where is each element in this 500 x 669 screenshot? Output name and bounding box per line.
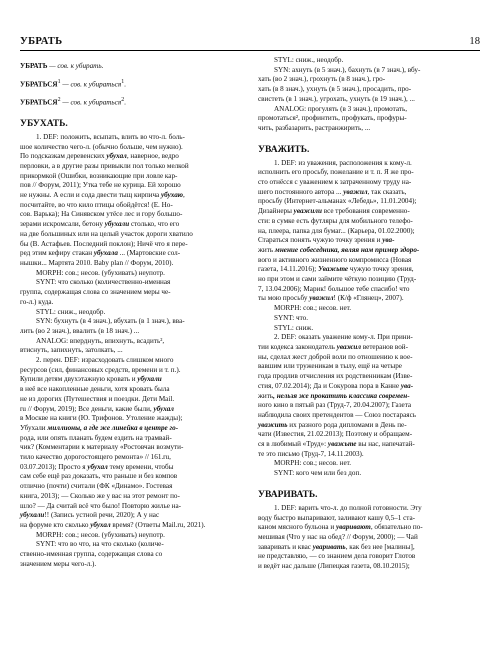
text-run: жить [258,391,274,400]
text-run: ны, сделал жест доброй воли по отношению к вое- [258,352,413,361]
text-run: но при этом и сами займите чёткую позицию (Труд- [258,275,417,284]
syn-line-cont: хать (во 2 знач.), грохнуть (в 8 знач.), гро- [258,75,386,84]
text-run: вого и активного жизненного компромисса (Новая [258,255,412,264]
text-line [258,562,480,572]
text-line [20,143,241,153]
synt-line-cont: значением меры чего-л.). [20,559,97,568]
text-run: их разного рода дипломами в День пе- [287,420,407,429]
text-run: на форуме кто сколько [20,520,91,529]
text-run: , так сказать, [367,187,407,196]
text-line [258,353,480,363]
text-run: все требования современно- [321,207,410,216]
text-line [20,453,241,463]
text-line [20,511,241,521]
text-line [20,414,241,424]
text-line [20,405,241,415]
sense-1-uvazhit [258,159,480,305]
text-run: вы нас, напечатай- [356,440,415,449]
xref-ubratsya-1: УБРАТЬСЯ$^1$ — сов. к убираться$^1$. [20,78,126,89]
headword-usage: уважил [309,294,334,303]
text-line [258,159,480,169]
text-run: заваривать и квас [258,542,313,551]
text-run: и ведёт нас дальше (Липецкая газета, 08.10.2015); [258,562,410,571]
text-run: 1. DEF: положить, всыпать, влить во что-л. боль- [36,132,185,141]
text-run: наблюдила своих претендентов — Союз постараясь [258,410,417,419]
text-line [20,472,241,482]
sense-2-uvazhit [258,333,480,459]
analog-line: ANALOG: прогулять (в 3 знач.), промотать, [274,104,407,113]
xref-ubratsya-2: УБРАТЬСЯ$^2$ — сов. к убираться$^2$. [20,96,126,107]
text-run: столько, что его [129,220,180,229]
text-line [20,249,241,259]
text-run: перловки, а в другие разы привыкли пол только мелкой [20,161,189,170]
text-line [20,181,241,191]
text-line [20,502,241,512]
text-run: 2. перен. DEF: израсходовать слишком много [36,356,174,365]
entry-title-ubukhat: УБУХАТЬ. [20,118,68,129]
text-line [258,294,480,304]
syn-line: SYN: ахнуть (в 5 знач.), бахнуть (в 7 знач.), вбу- [274,65,421,74]
text-line [258,333,480,343]
text-run: Стараться понять чужую точку зрения и [258,236,383,245]
synt-line-cont: ственно-именная группа, содержащая слова со [20,550,163,559]
text-run: сти: в сумке есть футляры для мобильного телефо- [258,216,413,225]
text-line [20,172,241,182]
text-run: чужую точку зрения, [348,265,414,274]
sense-1-uvarivat [258,504,480,572]
text-line [20,424,241,434]
text-run: не представляю, — со знанием дела говорит Глотов [258,552,416,561]
syn-line-cont: лить (во 2 знач.), ввалить (в 18 знач.) ... [20,326,140,335]
text-run: 7, 13.04.2006); Марик! большое тебе спасибо! что [258,284,410,293]
text-run: 1. DEF: из уважения, расположения к кому-л. [274,158,412,167]
text-run: отлично (почти) считали (ФК «Динамо». Гостевая [20,482,173,491]
text-run: 03.07.2013); Просто я [20,462,88,471]
text-line [258,514,480,524]
headword-usage: уважил [343,187,368,196]
text-line [20,240,241,250]
text-run: ресурсов (сил, финансовых средств, времени и т. п.). [20,365,181,374]
text-run: , [183,191,185,200]
text-run: ... (Мартовские сол- [117,249,181,258]
morph-line: MORPH: сов.; несов. (убухивать) неупотр. [36,268,165,277]
text-run: прикормкой (Ошибки, возникающие при ловле кар- [20,171,178,180]
text-run: сам себе ещё раз доказать, что раньше и без компов [20,472,178,481]
text-line [258,533,480,543]
synt-line-cont: го-л.) куда. [20,297,54,306]
text-line [258,382,480,392]
text-line [258,236,480,246]
text-run: время? (Ответы Mail.ru, 2021). [110,520,206,529]
left-column [20,56,241,570]
analog-line-cont: промотаться², профинтить, профукать, профуры- [258,114,407,123]
text-run: рода, или опять планать будем ездить на трамвай- [20,433,172,442]
text-run: тило качество дорогостоящего ремонта» // 161.ru, [20,453,171,462]
page-header [20,36,480,54]
headword-usage: ува- [382,236,395,245]
text-run: исполнить его просьбу, пожелание и т. п. Я же про- [258,168,414,177]
page-number: 18 [469,36,480,47]
text-line [258,543,480,553]
text-run: каном мясного бульона и [258,523,336,532]
text-run: 1. DEF: варить что-л. до полной готовности. Эту [274,503,422,512]
text-line [20,366,241,376]
text-run: просьбу (Интернет-альманах «Лебедь», 11.01.2004); [258,197,417,206]
text-run: на две большиных или на целый участок дороги хватило [20,229,193,238]
text-line [20,492,241,502]
text-line [258,450,480,460]
text-line [20,162,241,172]
text-run: ного кино в пятый раз (Труд-7, 20.04.2007); Газета [258,401,412,410]
text-line [258,265,480,275]
headword-usage: мнение собеседника, являя нам пример здоро- [273,245,420,254]
text-run: Купили детям двухэтажную кровать и [20,375,138,384]
text-line [20,133,241,143]
text-line [258,440,480,450]
text-line [258,401,480,411]
text-line [20,375,241,385]
text-run: жить [258,245,274,254]
text-line [258,392,480,402]
text-line [20,356,241,366]
synt-line: SYNT: что сколько (количественно-именная [36,278,171,287]
text-line [20,395,241,405]
text-run: зерами искромсали, бетону [20,220,105,229]
headword-usage: убухали [137,375,162,384]
text-run: посчитайте, во что кило птицы обойдётся! (Е. Но- [20,200,173,209]
morph-line: MORPH: сов.; несов. (убухивать) неупотр. [36,530,165,539]
headword-usage: , нельзя же прокатить классика современ- [273,391,410,400]
text-line [258,275,480,285]
text-line [258,372,480,382]
text-run: мешивая (Что у нас на обед? // Форум, 2000); — Чай [258,532,418,541]
syn-line-cont: хать (в 8 знач.), ухнуть (в 5 знач.), просадить, про- [258,85,412,94]
synt-line: SYNT: кого чем или без доп. [274,469,362,478]
text-line [20,434,241,444]
text-run: 2. DEF: оказать уважение кому-л. При прини- [274,333,413,342]
text-line [258,188,480,198]
text-line [20,152,241,162]
text-run: в неё все накопленные деньги, хотя кровать была [20,385,170,394]
text-run: ru // Форум, 2019); Все деньги, какие были, [20,404,154,413]
text-line [258,285,480,295]
headword-usage: убухали [20,511,45,520]
text-line [20,259,241,269]
headword-usage: уважил [336,342,362,351]
text-run: года продлив отчисления их родственникам (Изве- [258,372,413,381]
text-run: пов // Форум, 2011); Утка тебе не курица. Ей хорошо [20,181,181,190]
text-line [20,482,241,492]
headword-usage: уважить [258,420,288,429]
text-line [20,201,241,211]
text-run: По подсказкам деревенских [20,152,107,161]
text-line [258,246,480,256]
text-run: !! (Запись устной речи, 2020); А у нас [44,511,160,520]
text-line [258,343,480,353]
text-run: бы (В. Астафьев. Последний поклон); Ничё что я пере- [20,239,188,248]
styl-line: STYL: сниж., неодобр. [36,307,106,316]
text-line [258,430,480,440]
headword-usage: ува- [400,381,414,390]
text-line [20,443,241,453]
text-line [258,197,480,207]
text-run: , как без нее [малины], [345,542,415,551]
text-run: сто отнёсся с уважением к затраченному труду на- [258,178,412,187]
header-rule [20,50,480,51]
text-line [20,191,241,201]
text-line [258,411,480,421]
text-line [258,217,480,227]
text-run: газета, 14.11.2016); [258,265,319,274]
text-run: стия, 07.02.2014); Да и Сокурова пора в Канне [258,381,401,390]
headword-usage: уваривать [312,542,346,551]
text-run: , наверное, ведро [126,152,179,161]
headword-usage: миллионы, а где же линейка в центре го- [45,423,179,432]
text-run: не из дорогих (Путешествия и поездки. Дети Mail. [20,394,175,403]
morph-line: MORPH: сов.; несов. нет. [274,459,352,468]
text-line [258,227,480,237]
synt-line: SYNT: что. [274,313,309,322]
text-line [20,385,241,395]
running-head: УБРАТЬ [20,36,63,47]
headword-usage: убухала [93,249,118,258]
text-run: не нужны. А если и сода двести тыщ кирпича [20,191,162,200]
syn-line: SYN: бухнуть (в 4 знач.), вбухать (в 1 знач.), вва- [36,317,185,326]
text-run: ветеранов вой- [361,342,408,351]
headword-usage: уважили [293,207,322,216]
entry-title-uvazhit: УВАЖИТЬ. [258,144,310,155]
text-line [20,220,241,230]
headword-usage: убухал [87,462,108,471]
text-line [258,523,480,533]
text-line [20,230,241,240]
text-run: тему времени, чтобы [107,462,174,471]
text-run: шло? — Да считай всё что было! Повторю жилье на- [20,501,182,510]
headword-usage: убухали [104,220,130,229]
text-run: чати (Известия, 21.02.2013); Поэтому и обращаем- [258,430,413,439]
morph-line: MORPH: сов.; несов. нет. [274,304,352,313]
sense-1-ubukhat [20,133,241,269]
text-run: воду быстро выпаривают, заливают кашу 0,5–1 ста- [258,513,415,522]
analog-line-cont: чить, разбазарить, растранжирить, ... [258,123,371,132]
text-run: ! (К/ф «Глянец», 2007). [333,294,404,303]
text-run: тии кодекса законодатель [258,342,337,351]
syn-line-cont: свистеть (в 1 знач.), угрохать, ухнуть (в 19 знач.), ... [258,94,415,103]
text-run: Убухали [20,423,46,432]
headword-usage: убухаю [161,191,183,200]
synt-line: SYNT: что во что, на что сколько (количе- [36,540,164,549]
text-run: чик? (Комментарии к материалу «Ростовчан возмути- [20,443,184,452]
entry-title-uvarivat: УВАРИВАТЬ. [258,489,318,500]
text-run: сов. Варька); На Синявском утёсе лес и гору большо- [20,210,183,219]
text-run: вавшим или труженикам в тылу, ещё на четыре [258,362,402,371]
text-line [258,504,480,514]
headword-usage: убухал [106,152,127,161]
synt-line-cont: группа, содержащая слова со значением меры че- [20,288,171,297]
text-line [20,521,241,531]
text-line [258,552,480,562]
text-run: на, плеера, папка для бумаг... (Карьера, 01.02.2000); [258,226,415,235]
analog-line-cont: втиснуть, запихнуть, затолкать, ... [20,346,123,355]
text-run: те это письмо (Труд-7, 14.11.2003). [258,449,364,458]
text-line [258,207,480,217]
analog-line: ANALOG: вперднуть, впихнуть, всадить², [36,336,165,345]
text-line [20,463,241,473]
text-run: Дизайнеры [258,207,294,216]
headword-usage: Уважьте [318,265,349,274]
headword-usage: убухал [90,520,111,529]
styl-line: STYL: сниж. [274,323,314,332]
text-line [258,178,480,188]
text-line [20,210,241,220]
text-run: шое количество чего-л. (обычно больше, чем нужно). [20,142,183,151]
text-run: в Москве на книги (Ю. Трифонов. Утоление жажды); [20,414,183,423]
text-run: ред этим кефиру стакан [20,249,94,258]
headword-usage: уважьте [327,440,357,449]
headword-usage: убухал [153,404,174,413]
headword-usage: уваривают [335,523,371,532]
text-run: нышки... Мартята 2010. Baby plan // Форум, 2010). [20,259,174,267]
text-run: шего постоянного автора ... [258,187,344,196]
styl-line: STYL: сниж., неодобр. [274,56,344,64]
text-run: ты мою просьбу [258,294,310,303]
xref-ubrat: УБРАТЬ — сов. к убирать. [20,62,104,70]
text-line [258,168,480,178]
text-line [258,256,480,266]
sense-2-ubukhat [20,356,241,531]
text-run: книга, 2013); — Сколько же у вас на этот ремонт по- [20,491,180,500]
right-column [258,56,480,572]
text-line [258,421,480,431]
text-run: ся в любимый «Труд»: [258,440,328,449]
text-line [258,362,480,372]
text-run: , обязательно по- [370,523,423,532]
